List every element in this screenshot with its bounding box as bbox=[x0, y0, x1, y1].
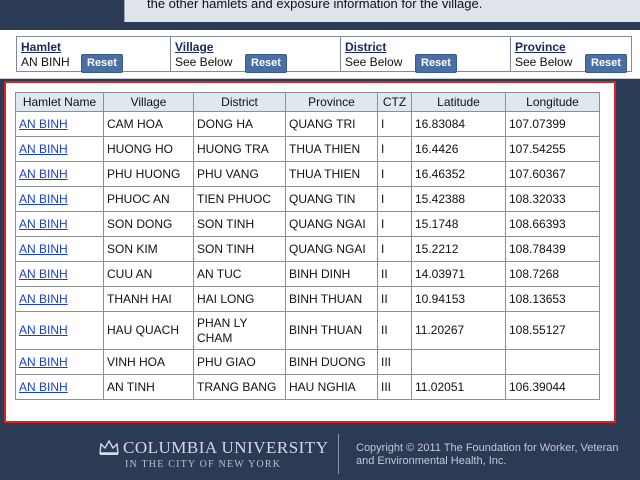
filter-village-value: See Below bbox=[175, 55, 233, 69]
cell-hamlet bbox=[16, 350, 104, 375]
cell-province: BINH THUAN bbox=[286, 312, 378, 350]
cell-longitude: 108.32033 bbox=[506, 187, 600, 212]
filter-village-label[interactable]: Village bbox=[175, 40, 214, 54]
cell-latitude: 10.94153 bbox=[412, 287, 506, 312]
cell-hamlet bbox=[16, 137, 104, 162]
cell-ctz: III bbox=[378, 375, 412, 400]
cell-district: HAI LONG bbox=[194, 287, 286, 312]
top-strip bbox=[0, 0, 640, 30]
table-row bbox=[16, 350, 600, 375]
cell-province: THUA THIEN bbox=[286, 137, 378, 162]
hamlet-link[interactable]: AN BINH bbox=[19, 241, 68, 256]
cell-longitude: 107.07399 bbox=[506, 112, 600, 137]
cell-hamlet bbox=[16, 262, 104, 287]
cell-district: PHAN LY CHAM bbox=[194, 312, 286, 350]
cell-ctz: II bbox=[378, 312, 412, 350]
hamlet-link[interactable]: AN BINH bbox=[19, 166, 68, 181]
cell-longitude: 106.39044 bbox=[506, 375, 600, 400]
table-row bbox=[16, 112, 600, 137]
cell-district: PHU GIAO bbox=[194, 350, 286, 375]
reset-village-button[interactable]: Reset bbox=[245, 54, 287, 73]
cell-province: QUANG NGAI bbox=[286, 212, 378, 237]
cell-village: HAU QUACH bbox=[104, 312, 194, 350]
cell-district: TIEN PHUOC bbox=[194, 187, 286, 212]
cell-village: CUU AN bbox=[104, 262, 194, 287]
intro-text: the other hamlets and exposure information for the village. bbox=[147, 0, 483, 11]
cell-longitude: 108.55127 bbox=[506, 312, 600, 350]
cell-longitude: 108.7268 bbox=[506, 262, 600, 287]
reset-district-button[interactable]: Reset bbox=[415, 54, 457, 73]
cell-ctz: I bbox=[378, 162, 412, 187]
col-header-latitude: Latitude bbox=[412, 93, 506, 112]
hamlet-link[interactable]: AN BINH bbox=[19, 141, 68, 156]
table-row bbox=[16, 162, 600, 187]
filter-province-value: See Below bbox=[515, 55, 573, 69]
hamlet-table bbox=[15, 92, 600, 400]
cell-latitude: 15.1748 bbox=[412, 212, 506, 237]
crown-icon bbox=[98, 438, 120, 456]
university-subtitle: IN THE CITY OF NEW YORK bbox=[125, 459, 282, 470]
cell-province: THUA THIEN bbox=[286, 162, 378, 187]
cell-hamlet bbox=[16, 287, 104, 312]
copyright-text: Copyright © 2011 The Foundation for Worker, Veteran and Environmental Health, Inc. bbox=[356, 442, 619, 467]
cell-longitude: 108.78439 bbox=[506, 237, 600, 262]
hamlet-link[interactable]: AN BINH bbox=[19, 116, 68, 131]
cell-ctz: III bbox=[378, 350, 412, 375]
cell-latitude: 14.03971 bbox=[412, 262, 506, 287]
cell-village: VINH HOA bbox=[104, 350, 194, 375]
cell-village: PHUOC AN bbox=[104, 187, 194, 212]
reset-province-button[interactable]: Reset bbox=[585, 54, 627, 73]
hamlet-link[interactable]: AN BINH bbox=[19, 216, 68, 231]
cell-province: QUANG NGAI bbox=[286, 237, 378, 262]
cell-latitude: 15.42388 bbox=[412, 187, 506, 212]
filter-bar bbox=[0, 30, 640, 79]
col-header-hamlet: Hamlet Name bbox=[16, 93, 104, 112]
cell-ctz: I bbox=[378, 137, 412, 162]
filter-hamlet-label[interactable]: Hamlet bbox=[21, 40, 62, 54]
cell-longitude: 108.66393 bbox=[506, 212, 600, 237]
col-header-ctz: CTZ bbox=[378, 93, 412, 112]
footer bbox=[0, 428, 640, 480]
filter-village bbox=[170, 36, 340, 72]
cell-village: SON DONG bbox=[104, 212, 194, 237]
cell-province: BINH THUAN bbox=[286, 287, 378, 312]
hamlet-link[interactable]: AN BINH bbox=[19, 379, 68, 394]
filter-province-label[interactable]: Province bbox=[515, 40, 566, 54]
cell-longitude: 108.13653 bbox=[506, 287, 600, 312]
footer-divider bbox=[338, 434, 339, 474]
cell-province: QUANG TIN bbox=[286, 187, 378, 212]
table-row bbox=[16, 237, 600, 262]
cell-district: PHU VANG bbox=[194, 162, 286, 187]
cell-village: AN TINH bbox=[104, 375, 194, 400]
university-name[interactable]: COLUMBIA UNIVERSITY bbox=[123, 438, 329, 457]
cell-hamlet bbox=[16, 237, 104, 262]
table-row bbox=[16, 375, 600, 400]
cell-hamlet bbox=[16, 375, 104, 400]
filter-province bbox=[510, 36, 632, 72]
cell-hamlet bbox=[16, 312, 104, 350]
cell-province: HAU NGHIA bbox=[286, 375, 378, 400]
cell-province: BINH DUONG bbox=[286, 350, 378, 375]
table-row bbox=[16, 137, 600, 162]
cell-ctz: I bbox=[378, 187, 412, 212]
cell-ctz: I bbox=[378, 112, 412, 137]
cell-province: QUANG TRI bbox=[286, 112, 378, 137]
cell-ctz: II bbox=[378, 287, 412, 312]
cell-latitude bbox=[412, 350, 506, 375]
cell-village: CAM HOA bbox=[104, 112, 194, 137]
cell-latitude: 15.2212 bbox=[412, 237, 506, 262]
table-row bbox=[16, 287, 600, 312]
cell-hamlet bbox=[16, 212, 104, 237]
col-header-district: District bbox=[194, 93, 286, 112]
cell-district: SON TINH bbox=[194, 237, 286, 262]
cell-village: SON KIM bbox=[104, 237, 194, 262]
hamlet-link[interactable]: AN BINH bbox=[19, 323, 68, 337]
filter-hamlet-value: AN BINH bbox=[21, 55, 70, 69]
cell-latitude: 16.83084 bbox=[412, 112, 506, 137]
col-header-province: Province bbox=[286, 93, 378, 112]
reset-hamlet-button[interactable]: Reset bbox=[81, 54, 123, 73]
filter-hamlet bbox=[16, 36, 170, 72]
cell-ctz: I bbox=[378, 237, 412, 262]
hamlet-link[interactable]: AN BINH bbox=[19, 191, 68, 206]
table-row bbox=[16, 312, 600, 350]
hamlet-link[interactable]: AN BINH bbox=[19, 266, 68, 281]
cell-longitude bbox=[506, 350, 600, 375]
cell-hamlet bbox=[16, 162, 104, 187]
col-header-village: Village bbox=[104, 93, 194, 112]
cell-longitude: 107.54255 bbox=[506, 137, 600, 162]
cell-ctz: I bbox=[378, 212, 412, 237]
cell-district: HUONG TRA bbox=[194, 137, 286, 162]
hamlet-link[interactable]: AN BINH bbox=[19, 354, 68, 369]
filter-district bbox=[340, 36, 510, 72]
cell-hamlet bbox=[16, 187, 104, 212]
table-row bbox=[16, 187, 600, 212]
cell-latitude: 16.46352 bbox=[412, 162, 506, 187]
cell-latitude: 11.02051 bbox=[412, 375, 506, 400]
intro-panel bbox=[124, 0, 640, 22]
hamlet-link[interactable]: AN BINH bbox=[19, 291, 68, 306]
filter-district-label[interactable]: District bbox=[345, 40, 387, 54]
filter-district-value: See Below bbox=[345, 55, 403, 69]
cell-village: PHU HUONG bbox=[104, 162, 194, 187]
cell-province: BINH DINH bbox=[286, 262, 378, 287]
cell-village: HUONG HO bbox=[104, 137, 194, 162]
cell-district: TRANG BANG bbox=[194, 375, 286, 400]
cell-latitude: 11.20267 bbox=[412, 312, 506, 350]
col-header-longitude: Longitude bbox=[506, 93, 600, 112]
table-row bbox=[16, 262, 600, 287]
cell-district: SON TINH bbox=[194, 212, 286, 237]
cell-village: THANH HAI bbox=[104, 287, 194, 312]
cell-ctz: II bbox=[378, 262, 412, 287]
cell-latitude: 16.4426 bbox=[412, 137, 506, 162]
cell-longitude: 107.60367 bbox=[506, 162, 600, 187]
table-header-row bbox=[16, 93, 600, 112]
table-row bbox=[16, 212, 600, 237]
cell-hamlet bbox=[16, 112, 104, 137]
cell-district: DONG HA bbox=[194, 112, 286, 137]
results-frame bbox=[4, 81, 616, 423]
cell-district: AN TUC bbox=[194, 262, 286, 287]
